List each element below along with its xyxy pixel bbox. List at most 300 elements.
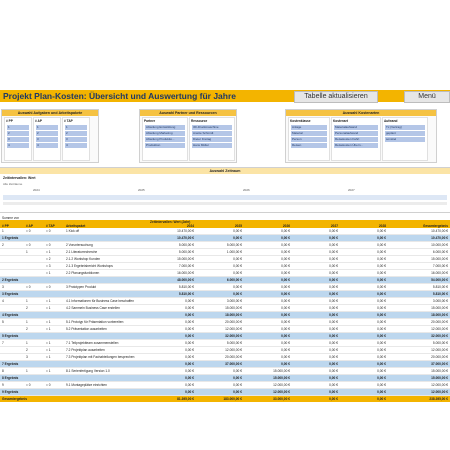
value-cell: 0,00 €: [281, 362, 290, 366]
value-cell: 0,00 €: [185, 341, 194, 345]
value-cell: 0,00 €: [233, 229, 242, 233]
table-row: [0, 249, 450, 256]
value-cell: 0,00 €: [233, 390, 242, 394]
value-cell: 5.810,00 €: [178, 292, 194, 296]
slicer-group-title: Auswahl Partner und Ressourcen: [140, 110, 236, 116]
slicer-item[interactable]: 3D-Druckmaschine: [192, 125, 232, 130]
cell: 2.1.3 Ergebnisbericht Workshops: [66, 264, 113, 268]
value-cell: 20.000,00 €: [225, 320, 242, 324]
value-cell: 0,00 €: [233, 271, 242, 275]
cell: 1: [26, 299, 28, 303]
value-cell: 0,00 €: [377, 362, 386, 366]
table-row: [0, 256, 450, 263]
value-cell: 15.000,00 €: [273, 369, 290, 373]
table-row: [0, 354, 450, 361]
cell: 2.2 Planungsfunktionen: [66, 271, 100, 275]
value-cell: 15.000,00 €: [431, 369, 448, 373]
pivot-value-label: Zeitintervallen: Wert (Jahr): [150, 220, 191, 224]
timeline-years: [3, 188, 447, 194]
cell: 2 Ergebnis: [2, 278, 19, 282]
value-cell: 0,00 €: [185, 383, 194, 387]
slicer-group-title: Auswahl Kostenarten: [286, 110, 436, 116]
cell: = 0: [26, 285, 31, 289]
cell: 1: [26, 320, 28, 324]
value-cell: 0,00 €: [281, 334, 290, 338]
grand-total-row: [0, 396, 450, 402]
column-header[interactable]: 2025: [234, 224, 242, 228]
table-row: [0, 242, 450, 249]
value-cell: 0,00 €: [185, 313, 194, 317]
subtotal-row: [0, 277, 450, 284]
cell: 2: [26, 327, 28, 331]
table-row: [0, 270, 450, 277]
value-cell: 12.000,00 €: [225, 327, 242, 331]
value-cell: 5.810,00 €: [178, 285, 194, 289]
value-cell: 15.000,00 €: [431, 376, 448, 380]
table-row: [0, 298, 450, 305]
value-cell: 0,00 €: [329, 369, 338, 373]
slicer-header: Aufwand: [384, 119, 398, 123]
cell: 5 Ergebnis: [2, 334, 19, 338]
value-cell: 10.470,00 €: [177, 236, 194, 240]
value-cell: 18.000,00 €: [431, 313, 448, 317]
slicer-header: # TAP: [64, 119, 73, 123]
slicer-ap[interactable]: [33, 117, 61, 161]
value-cell: 0,00 €: [377, 278, 386, 282]
value-cell: 0,00 €: [329, 362, 338, 366]
timeline-year: 2027: [348, 188, 355, 192]
cell: Gesamtergebnis: [2, 397, 27, 401]
value-cell: 0,00 €: [233, 292, 242, 296]
value-cell: 20.000,00 €: [431, 320, 448, 324]
value-cell: 0,00 €: [377, 397, 386, 401]
slicer-item[interactable]: Materialaufwand: [334, 125, 378, 130]
slicer-header: Kostenklasse: [290, 119, 311, 123]
timeline-year: 2025: [138, 188, 145, 192]
value-cell: 0,00 €: [233, 257, 242, 261]
value-cell: 0,00 €: [377, 250, 386, 254]
slicer-item[interactable]: 3: [7, 137, 29, 142]
cell: = 1: [46, 306, 51, 310]
value-cell: 10.470,00 €: [431, 229, 448, 233]
pivot-header-row: [0, 220, 450, 228]
table-row: [0, 382, 450, 389]
value-cell: 238.395,00 €: [429, 397, 448, 401]
value-cell: 37.000,00 €: [225, 362, 242, 366]
cell: 2 Voruntersuchung: [66, 243, 93, 247]
value-cell: 0,00 €: [185, 362, 194, 366]
value-cell: 12.000,00 €: [225, 348, 242, 352]
pivot-table: [0, 216, 450, 402]
value-cell: 0,00 €: [329, 390, 338, 394]
timeline-year: 2026: [243, 188, 250, 192]
slicer-header: # AP: [35, 119, 42, 123]
value-cell: 0,00 €: [377, 257, 386, 261]
cell: 5: [2, 320, 4, 324]
slicer-header: Kostenart: [333, 119, 348, 123]
value-cell: 0,00 €: [185, 376, 194, 380]
cell: 8: [2, 369, 4, 373]
slicer-item[interactable]: Anlage: [291, 125, 327, 130]
cell: 2.1 Literaturrecherche: [66, 250, 98, 254]
value-cell: 0,00 €: [281, 348, 290, 352]
value-cell: 0,00 €: [377, 390, 386, 394]
cell: 1: [2, 229, 4, 233]
slicer-item[interactable]: 1: [36, 125, 58, 130]
slicer-item[interactable]: Reisekosten Übern...: [334, 143, 378, 148]
slicer-item[interactable]: Tx (Vertrag): [385, 125, 425, 130]
value-cell: 33.000,00 €: [273, 397, 290, 401]
cell: 2: [2, 243, 4, 247]
value-cell: 0,00 €: [185, 320, 194, 324]
slicer-item[interactable]: 1: [7, 125, 29, 130]
value-cell: 12.000,00 €: [273, 383, 290, 387]
value-cell: 0,00 €: [377, 299, 386, 303]
subtotal-row: [0, 312, 450, 319]
cell: 4.2 Sammeln Business Case erstellen: [66, 306, 120, 310]
value-cell: 0,00 €: [281, 229, 290, 233]
value-cell: 0,00 €: [281, 327, 290, 331]
value-cell: 10.470,00 €: [431, 236, 448, 240]
value-cell: 0,00 €: [329, 313, 338, 317]
slicer-item[interactable]: Abteilung Marketing: [145, 131, 185, 136]
value-cell: 0,00 €: [329, 320, 338, 324]
value-cell: 5.810,00 €: [432, 285, 448, 289]
cell: = 1: [46, 355, 51, 359]
slicer-pp[interactable]: [4, 117, 32, 161]
value-cell: 0,00 €: [329, 397, 338, 401]
table-row: [0, 326, 450, 333]
value-cell: 0,00 €: [377, 355, 386, 359]
value-cell: 0,00 €: [281, 236, 290, 240]
value-cell: 0,00 €: [185, 334, 194, 338]
timeline-track[interactable]: [3, 195, 447, 200]
value-cell: 15.000,00 €: [273, 376, 290, 380]
value-cell: 15.000,00 €: [225, 306, 242, 310]
value-cell: 0,00 €: [377, 313, 386, 317]
cell: 4: [2, 299, 4, 303]
cell: = 1: [46, 327, 51, 331]
cell: 7 Ergebnis: [2, 362, 19, 366]
menu-button[interactable]: Menü: [404, 91, 450, 103]
value-cell: 0,00 €: [377, 327, 386, 331]
value-cell: 16.000,00 €: [177, 271, 194, 275]
cell: 1 Ergebnis: [2, 236, 19, 240]
value-cell: 0,00 €: [281, 341, 290, 345]
value-cell: 54.000,00 €: [431, 278, 448, 282]
value-cell: 12.000,00 €: [431, 390, 448, 394]
column-header[interactable]: 2024: [186, 224, 194, 228]
slicer-item[interactable]: 4: [36, 143, 58, 148]
column-header[interactable]: 2028: [378, 224, 386, 228]
cell: 7.2 Projektplan ausarbeiten: [66, 348, 105, 352]
value-cell: 20.000,00 €: [431, 355, 448, 359]
cell: = 0: [26, 243, 31, 247]
column-header[interactable]: Gesamtergebnis: [423, 224, 448, 228]
value-cell: 0,00 €: [377, 236, 386, 240]
timeline-scrollbar[interactable]: [3, 202, 447, 205]
value-cell: 12.000,00 €: [431, 327, 448, 331]
value-cell: 0,00 €: [281, 313, 290, 317]
value-cell: 10.470,00 €: [177, 229, 194, 233]
slicer-item[interactable]: 1: [65, 125, 87, 130]
table-row: [0, 340, 450, 347]
value-cell: 0,00 €: [377, 271, 386, 275]
slicer-item[interactable]: Dieter Freitag: [192, 137, 232, 142]
cell: 9.1 Montageplätze einrichten: [66, 383, 107, 387]
value-cell: 15.000,00 €: [177, 257, 194, 261]
value-cell: 0,00 €: [185, 348, 194, 352]
cell: 5.1 Prototyp für Präsentation vorbereiten: [66, 320, 124, 324]
value-cell: 0,00 €: [233, 369, 242, 373]
value-cell: 0,00 €: [281, 355, 290, 359]
slicer-group-1: [1, 109, 99, 163]
slicer-item[interactable]: Person: [291, 137, 327, 142]
cell: = 0: [46, 383, 51, 387]
value-cell: 32.000,00 €: [225, 334, 242, 338]
slicer-item[interactable]: sonstiel: [385, 137, 425, 142]
slicer-group-title: Auswahl Aufgaben und Arbeitspakete: [2, 110, 98, 116]
slicer-kostenart[interactable]: [331, 117, 381, 161]
cell: 2.1.2 Workshop Kunden: [66, 257, 101, 261]
value-cell: 0,00 €: [377, 229, 386, 233]
value-cell: 0,00 €: [281, 306, 290, 310]
value-cell: 0,00 €: [377, 285, 386, 289]
slicer-group-2: [139, 109, 237, 163]
cell: = 2: [46, 257, 51, 261]
value-cell: 0,00 €: [281, 264, 290, 268]
slicer-item[interactable]: Material: [291, 131, 327, 136]
table-row: [0, 284, 450, 291]
value-cell: 0,00 €: [185, 390, 194, 394]
value-cell: 0,00 €: [281, 292, 290, 296]
value-cell: 0,00 €: [233, 376, 242, 380]
slicer-tap[interactable]: [62, 117, 90, 161]
value-cell: 0,00 €: [377, 320, 386, 324]
cell: 1: [26, 369, 28, 373]
slicer-item[interactable]: 2: [65, 131, 87, 136]
table-row: [0, 368, 450, 375]
value-cell: 15.000,00 €: [431, 306, 448, 310]
cell: 3: [26, 355, 28, 359]
value-cell: 37.000,00 €: [431, 362, 448, 366]
subtotal-row: [0, 361, 450, 368]
cell: 3 Prototypen Produkt: [66, 285, 96, 289]
slicer-item[interactable]: Abteilung Produktio...: [145, 137, 185, 142]
cell: 8 Ergebnis: [2, 376, 19, 380]
value-cell: 15.000,00 €: [431, 257, 448, 261]
slicer-group-3: [285, 109, 437, 163]
value-cell: 0,00 €: [281, 285, 290, 289]
slicer-aufwand[interactable]: [382, 117, 428, 161]
slicer-item[interactable]: Produktion: [145, 143, 185, 148]
column-header[interactable]: # PP: [2, 224, 9, 228]
cell: = 0: [46, 243, 51, 247]
cell: 3: [2, 285, 4, 289]
slicer-item[interactable]: 4: [65, 143, 87, 148]
value-cell: 0,00 €: [233, 264, 242, 268]
timeline-sublabel: Alle Zeiträume: [3, 182, 23, 186]
slicer-item[interactable]: Reisen: [291, 143, 327, 148]
value-cell: 0,00 €: [377, 383, 386, 387]
value-cell: 0,00 €: [329, 383, 338, 387]
value-cell: 7.000,00 €: [432, 264, 448, 268]
slicer-item[interactable]: 3: [65, 137, 87, 142]
cell: 1 Kick off: [66, 229, 80, 233]
value-cell: 0,00 €: [281, 271, 290, 275]
table-row: [0, 347, 450, 354]
cell: = 0: [46, 229, 51, 233]
value-cell: 0,00 €: [185, 355, 194, 359]
column-header[interactable]: Arbeitspaket: [66, 224, 86, 228]
column-header[interactable]: # AP: [26, 224, 33, 228]
slicer-partner[interactable]: [142, 117, 188, 161]
cell: = 1: [46, 348, 51, 352]
slicer-item[interactable]: Abteilung Entwicklung: [145, 125, 185, 130]
cell: = 1: [46, 271, 51, 275]
value-cell: 0,00 €: [329, 243, 338, 247]
value-cell: 0,00 €: [329, 264, 338, 268]
cell: 7: [2, 341, 4, 345]
cell: 1: [26, 250, 28, 254]
cell: = 1: [46, 320, 51, 324]
page-title: Projekt Plan-Kosten: Übersicht und Auswertung für Jahre: [3, 91, 236, 101]
subtotal-row: [0, 389, 450, 396]
timeline-label: Zeitintervallen: Wert: [3, 176, 36, 180]
cell: = 0: [26, 383, 31, 387]
refresh-table-button[interactable]: Tabelle aktualisieren: [294, 91, 378, 103]
value-cell: 0,00 €: [281, 243, 290, 247]
cell: = 0: [46, 285, 51, 289]
subtotal-row: [0, 375, 450, 382]
value-cell: 0,00 €: [377, 306, 386, 310]
value-cell: 0,00 €: [233, 383, 242, 387]
value-cell: 0,00 €: [377, 334, 386, 338]
column-header[interactable]: # TAP: [46, 224, 55, 228]
cell: 3 Ergebnis: [2, 292, 19, 296]
slicer-item[interactable]: geplant: [385, 131, 425, 136]
slicer-item[interactable]: Anette Schmidt: [192, 131, 232, 136]
value-cell: 0,00 €: [329, 376, 338, 380]
value-cell: 0,00 €: [329, 285, 338, 289]
table-row: [0, 305, 450, 312]
cell: 7.1 Teilprojektteam zusammenstellen: [66, 341, 119, 345]
cell: 1: [26, 341, 28, 345]
table-row: [0, 263, 450, 270]
value-cell: 12.000,00 €: [273, 390, 290, 394]
subtotal-row: [0, 235, 450, 242]
cell: 7.3 Projektplan mit Fachabteilungen besprechen: [66, 355, 135, 359]
value-cell: 0,00 €: [377, 264, 386, 268]
value-cell: 0,00 €: [233, 236, 242, 240]
slicer-item[interactable]: Hans Müller: [192, 143, 232, 148]
cell: = 1: [46, 299, 51, 303]
value-cell: 0,00 €: [329, 278, 338, 282]
slicer-item[interactable]: Personalaufwand: [334, 131, 378, 136]
slicer-kostenklasse[interactable]: [288, 117, 330, 161]
value-cell: 0,00 €: [329, 271, 338, 275]
slicer-header: Ressource: [191, 119, 208, 123]
value-cell: 3.000,00 €: [226, 299, 242, 303]
cell: 4.1 Informationen für Business Case beschaffen: [66, 299, 134, 303]
subtotal-row: [0, 333, 450, 340]
value-cell: 3.000,00 €: [432, 299, 448, 303]
value-cell: 0,00 €: [329, 334, 338, 338]
value-cell: 10.000,00 €: [431, 243, 448, 247]
value-cell: 20.000,00 €: [225, 355, 242, 359]
value-cell: 6.000,00 €: [226, 278, 242, 282]
column-header[interactable]: 2027: [330, 224, 338, 228]
value-cell: 16.000,00 €: [431, 271, 448, 275]
value-cell: 0,00 €: [377, 348, 386, 352]
value-cell: 0,00 €: [281, 320, 290, 324]
value-cell: 18.000,00 €: [225, 313, 242, 317]
value-cell: 0,00 €: [329, 299, 338, 303]
timeline-year: 2024: [33, 188, 40, 192]
table-row: [0, 228, 450, 235]
cell: 9: [2, 383, 4, 387]
value-cell: 0,00 €: [377, 341, 386, 345]
cell: 4 Ergebnis: [2, 313, 19, 317]
value-cell: 0,00 €: [281, 278, 290, 282]
value-cell: 1.000,00 €: [226, 250, 242, 254]
value-cell: 0,00 €: [329, 341, 338, 345]
slicer-item[interactable]: 2: [7, 131, 29, 136]
slicer-item[interactable]: 4: [7, 143, 29, 148]
value-cell: 0,00 €: [281, 257, 290, 261]
value-cell: 5.810,00 €: [432, 292, 448, 296]
slicer-ressource[interactable]: [189, 117, 235, 161]
timeline-slicer[interactable]: [0, 167, 450, 213]
value-cell: 0,00 €: [329, 355, 338, 359]
column-header[interactable]: 2026: [282, 224, 290, 228]
value-cell: 0,00 €: [185, 369, 194, 373]
value-cell: 0,00 €: [377, 369, 386, 373]
value-cell: 0,00 €: [329, 257, 338, 261]
cell: 9 Ergebnis: [2, 390, 19, 394]
value-cell: 7.000,00 €: [178, 264, 194, 268]
value-cell: 5.000,00 €: [178, 243, 194, 247]
value-cell: 12.000,00 €: [431, 348, 448, 352]
cell: 5.2 Präsentation ausarbeiten: [66, 327, 107, 331]
slicer-item[interactable]: Reisekosten Fahrt: [334, 137, 378, 142]
value-cell: 0,00 €: [233, 285, 242, 289]
value-cell: 183.000,00 €: [223, 397, 242, 401]
table-row: [0, 319, 450, 326]
cell: = 1: [46, 369, 51, 373]
slicer-item[interactable]: 3: [36, 137, 58, 142]
value-cell: 0,00 €: [329, 236, 338, 240]
value-cell: 5.000,00 €: [226, 243, 242, 247]
cell: = 1: [46, 341, 51, 345]
value-cell: 81.395,00 €: [177, 397, 194, 401]
value-cell: 0,00 €: [329, 250, 338, 254]
slicer-item[interactable]: 2: [36, 131, 58, 136]
value-cell: 5.000,00 €: [178, 250, 194, 254]
cell: = 1: [46, 250, 51, 254]
cell: 2: [26, 306, 28, 310]
value-cell: 0,00 €: [185, 327, 194, 331]
value-cell: 0,00 €: [377, 243, 386, 247]
cell: = 0: [26, 229, 31, 233]
value-cell: 0,00 €: [329, 327, 338, 331]
value-cell: 0,00 €: [377, 376, 386, 380]
value-cell: 0,00 €: [329, 348, 338, 352]
subtotal-row: [0, 291, 450, 298]
timeline-band-title: Auswahl Zeitraum: [0, 168, 450, 174]
cell: = 3: [46, 264, 51, 268]
value-cell: 0,00 €: [329, 229, 338, 233]
